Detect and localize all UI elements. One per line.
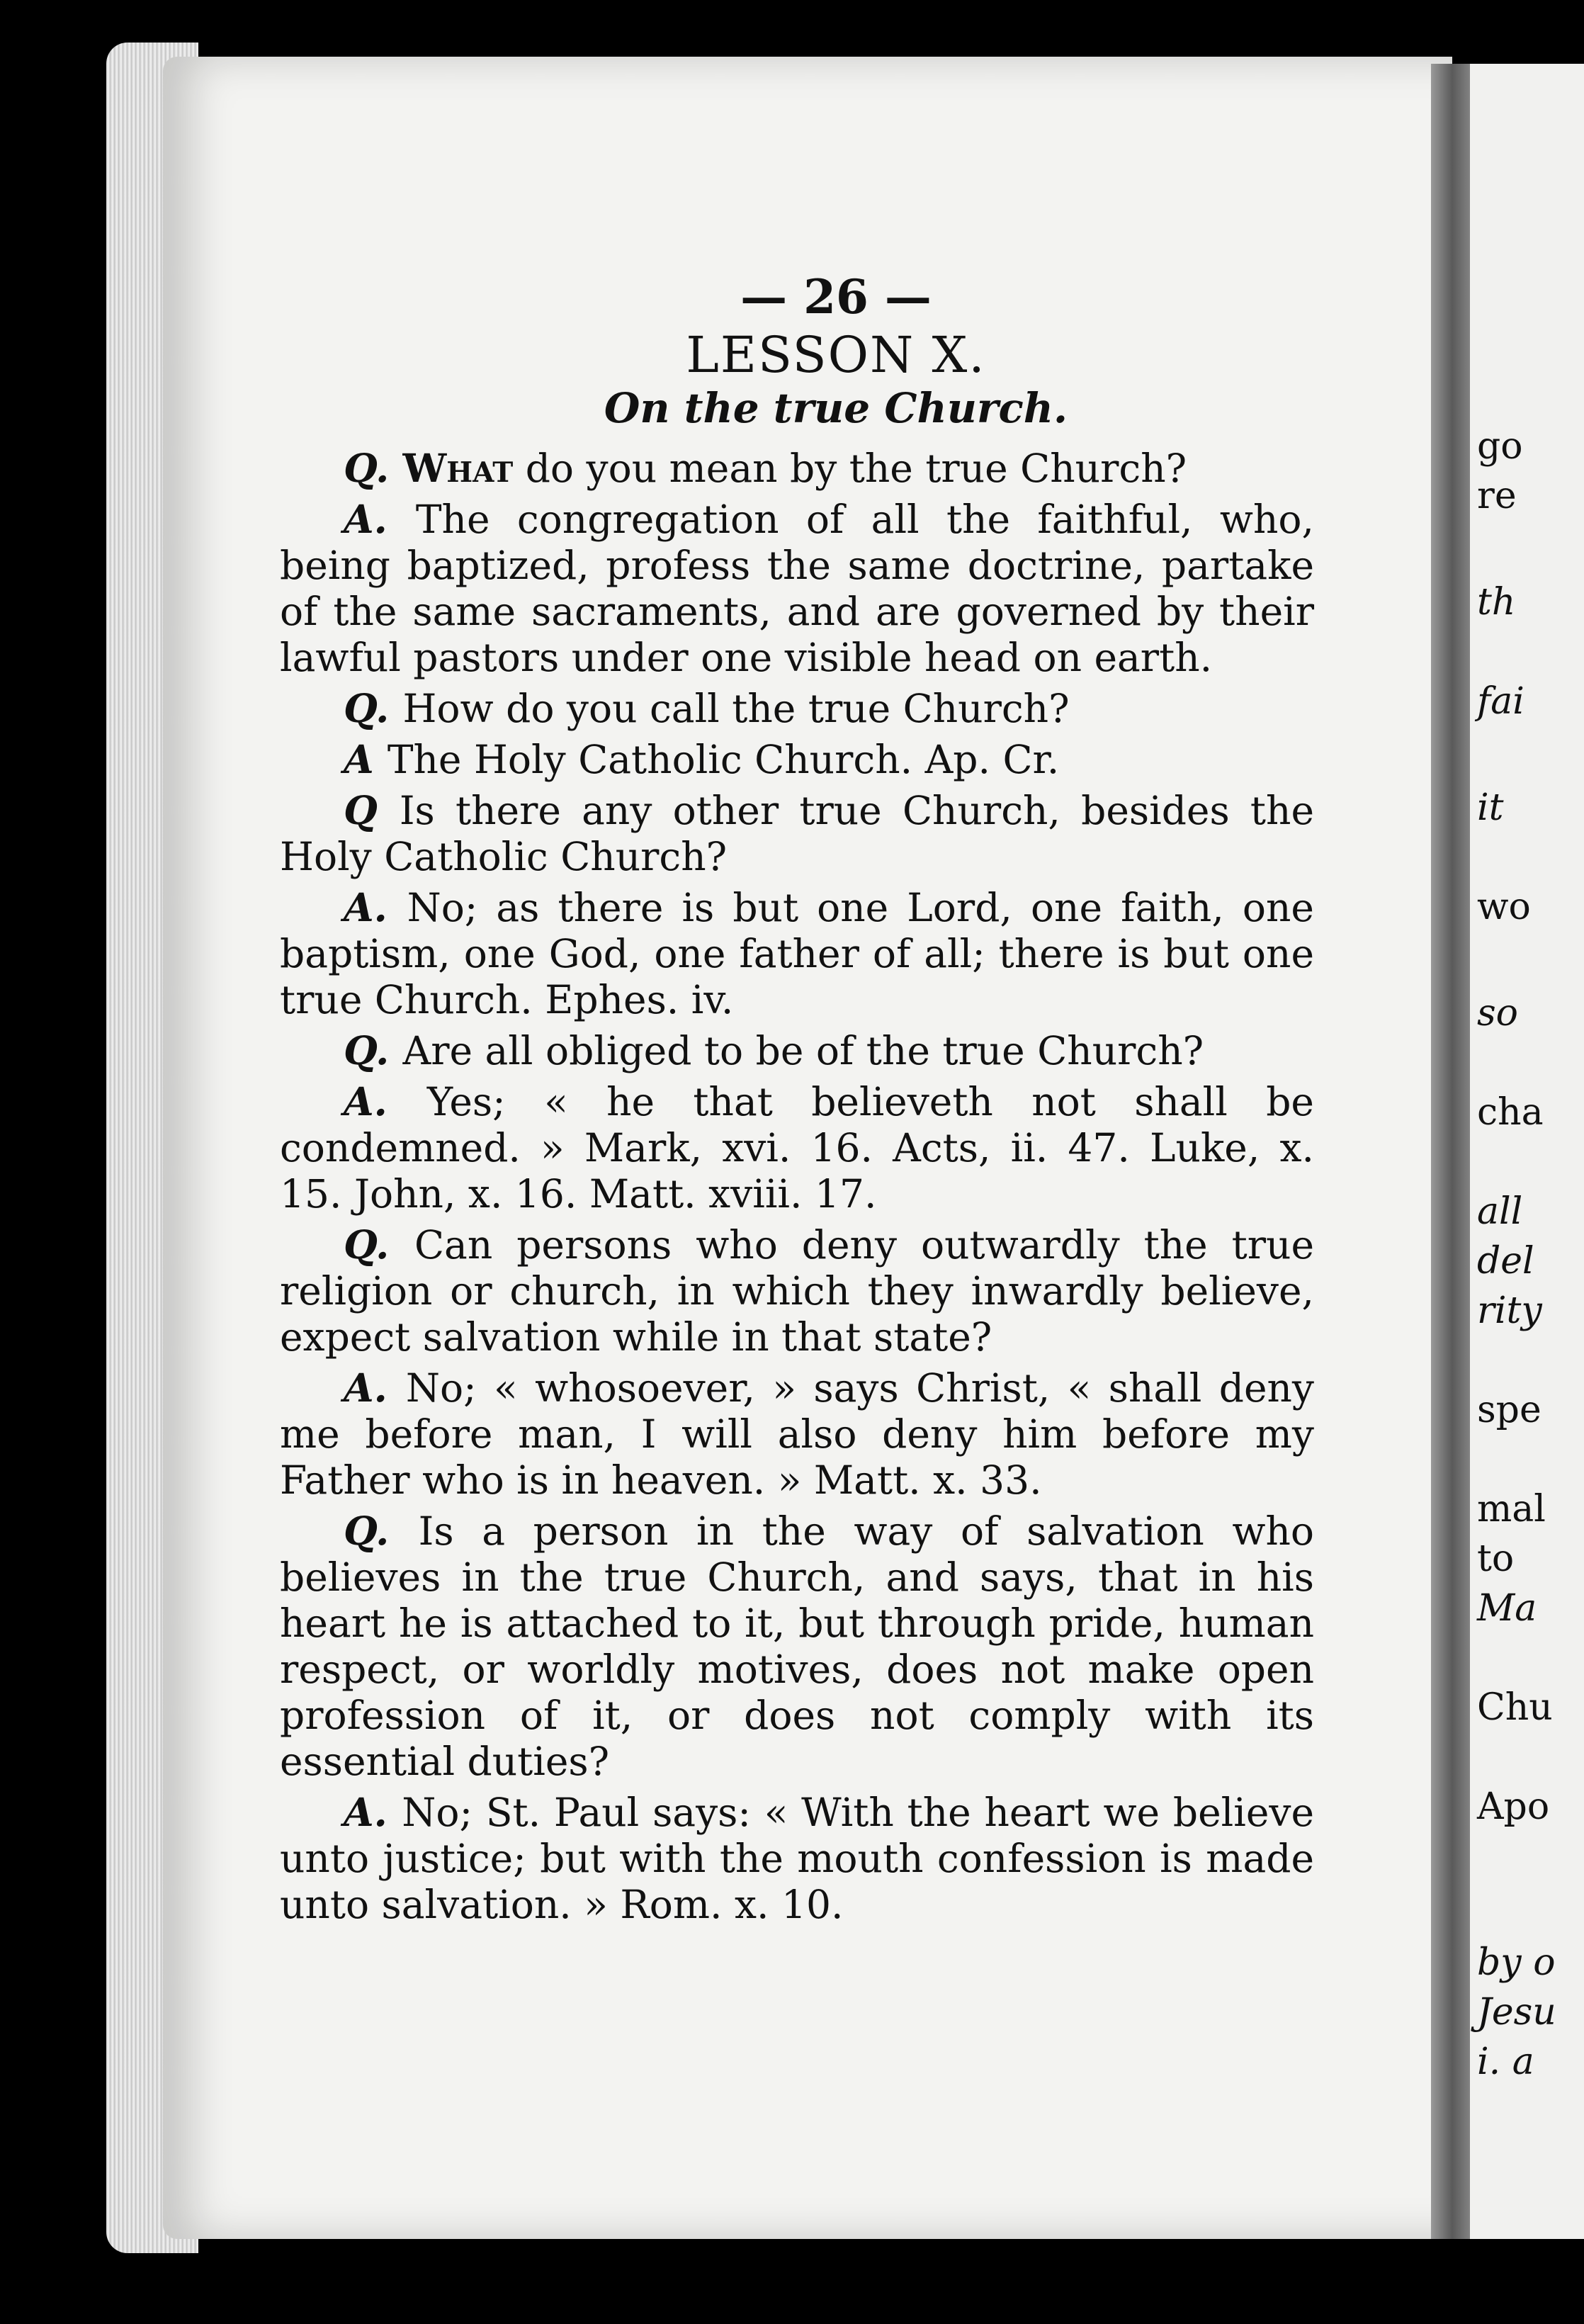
qa-label: A. [344, 1365, 406, 1411]
answer-paragraph [280, 1365, 1314, 1504]
qa-label: Q. [344, 1508, 419, 1554]
lesson-subtitle: On the true Church. [604, 384, 1068, 432]
facing-page-fragment: by o [1477, 1941, 1556, 1984]
qa-text: do you mean by the true Church? [513, 446, 1187, 491]
qa-label: A. [344, 1789, 402, 1835]
qa-text: Can persons who deny outwardly the true religion or church, in which they inwardly believe, expect salvation while in that state? [280, 1222, 1314, 1360]
page-content [280, 269, 1314, 1932]
facing-page-fragment: wo [1477, 886, 1531, 928]
facing-page-fragment: cha [1477, 1091, 1544, 1134]
facing-page-fragment: i. a [1477, 2041, 1534, 2083]
facing-page-fragment: th [1477, 581, 1516, 624]
qa-label: Q. [344, 445, 403, 491]
answer-paragraph [280, 736, 1314, 783]
question-paragraph [280, 1508, 1314, 1785]
facing-page-fragment: Ma [1477, 1587, 1537, 1630]
qa-label: Q. [344, 1027, 403, 1073]
facing-page-fragment: all [1477, 1190, 1523, 1233]
facing-page-fragment: to [1477, 1538, 1515, 1580]
qa-text: How do you call the true Church? [402, 686, 1070, 731]
qa-text: Is there any other true Church, besides the Holy Catholic Church? [280, 788, 1314, 879]
right-page [1470, 64, 1584, 2239]
qa-label: A. [344, 884, 407, 930]
book-gutter [1431, 64, 1473, 2239]
facing-page-fragment: re [1477, 475, 1517, 517]
page-number: — 26 — [740, 269, 932, 325]
facing-page-fragment: go [1477, 425, 1523, 468]
qa-label: A. [344, 1078, 427, 1124]
answer-paragraph [280, 496, 1314, 681]
qa-text: Is a person in the way of salvation who believes in the true Church, and says, that in his heart he is attached to it, but through pride, human respect, or worldly motives, does not make open profession of it, or does not comply with its essential duties? [280, 1508, 1315, 1784]
answer-paragraph [280, 884, 1314, 1023]
question-answer-list [280, 445, 1314, 1928]
qa-text: The congregation of all the faithful, who, being baptized, profess the same doctrine, partake of the same sacraments, and are governed by their lawful pastors under one visible head on earth. [280, 497, 1314, 680]
qa-text: Yes; « he that believeth not shall be condemned. » Mark, xvi. 16. Acts, ii. 47. Luke, x. 15. John, x. 16. Matt. xviii. 17. [280, 1079, 1314, 1217]
question-paragraph [280, 1027, 1314, 1074]
answer-paragraph [280, 1078, 1314, 1217]
qa-label: A. [344, 496, 416, 542]
facing-page-fragment: del [1477, 1240, 1534, 1282]
qa-label: Q. [344, 1222, 414, 1268]
facing-page-fragment: rity [1477, 1290, 1542, 1332]
facing-page-fragment: fai [1477, 680, 1524, 723]
qa-label: A [344, 736, 387, 782]
answer-paragraph [280, 1789, 1314, 1928]
question-paragraph [280, 685, 1314, 732]
qa-label: Q [344, 787, 400, 833]
qa-text: No; St. Paul says: « With the heart we believe unto justice; but with the mouth confession is made unto salvation. » Rom. x. 10. [280, 1790, 1314, 1927]
qa-text: The Holy Catholic Church. Ap. Cr. [387, 737, 1060, 782]
facing-page-fragment: mal [1477, 1488, 1546, 1530]
facing-page-fragment: Jesu [1477, 1991, 1556, 2034]
facing-page-fragment: so [1477, 992, 1518, 1034]
facing-page-fragment: Apo [1477, 1786, 1550, 1828]
question-paragraph [280, 445, 1314, 492]
qa-text: No; « whosoever, » says Christ, « shall deny me before man, I will also deny him before my Father who is in heaven. » Matt. x. 33. [280, 1365, 1314, 1503]
facing-page-fragment: spe [1477, 1389, 1541, 1431]
qa-label: Q. [344, 685, 403, 731]
question-paragraph [280, 787, 1314, 880]
facing-page-fragment: it [1477, 786, 1504, 829]
facing-page-fragment: Chu [1477, 1686, 1553, 1729]
lesson-title: LESSON X. [686, 326, 986, 384]
qa-lead-word: What [402, 445, 514, 491]
qa-text: No; as there is but one Lord, one faith, one baptism, one God, one father of all; there is but one true Church. Ephes. iv. [280, 885, 1314, 1022]
question-paragraph [280, 1222, 1314, 1360]
qa-text: Are all obliged to be of the true Church? [402, 1028, 1204, 1073]
